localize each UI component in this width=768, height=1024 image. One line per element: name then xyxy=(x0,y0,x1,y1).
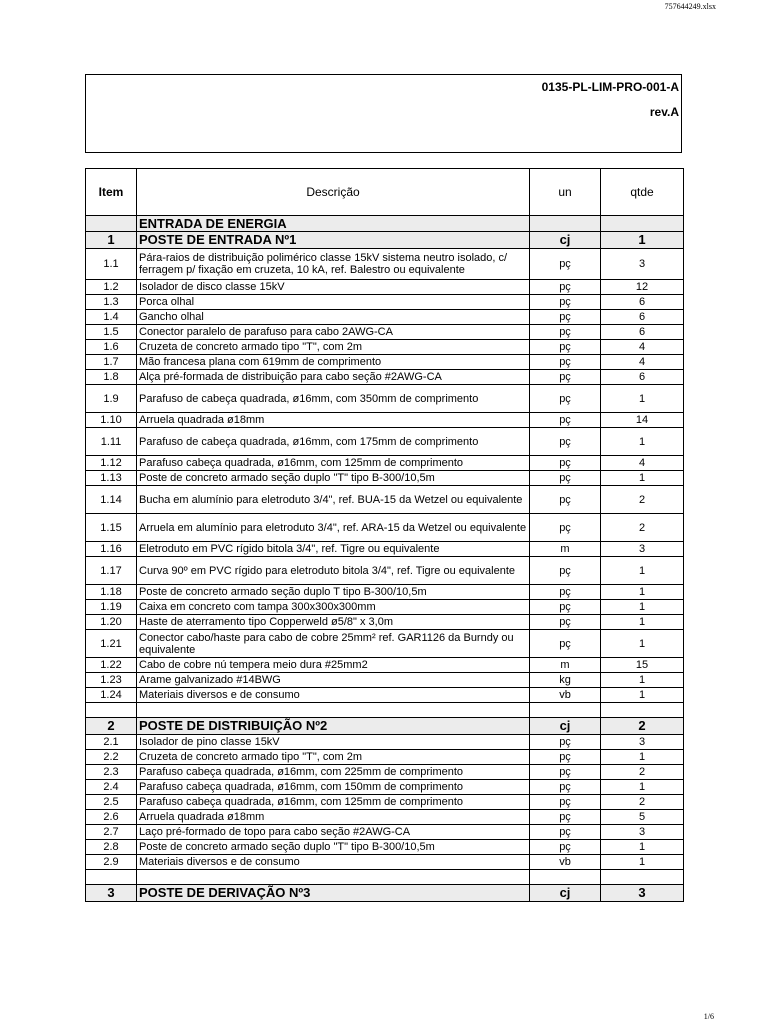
table-row-un: pç xyxy=(530,585,601,600)
table-row-desc: Conector paralelo de parafuso para cabo 2AWG-CA xyxy=(137,325,530,340)
table-row xyxy=(86,658,684,673)
table-row-qtde: 15 xyxy=(601,658,684,673)
table-row xyxy=(86,325,684,340)
table-row-desc: Cruzeta de concreto armado tipo "T", com 2m xyxy=(137,340,530,355)
section-title: ENTRADA DE ENERGIA xyxy=(137,216,530,232)
table-row-un: pç xyxy=(530,557,601,585)
table-row-qtde: 6 xyxy=(601,325,684,340)
section-quantity-cell xyxy=(601,216,684,232)
table-row-desc: Porca olhal xyxy=(137,295,530,310)
group-row xyxy=(86,885,684,902)
group-row-qtde: 3 xyxy=(601,885,684,902)
blank-row-desc xyxy=(137,703,530,718)
table-row-qtde: 1 xyxy=(601,688,684,703)
table-row-item: 1.7 xyxy=(86,355,137,370)
table-row-qtde: 2 xyxy=(601,765,684,780)
table-row-un: pç xyxy=(530,295,601,310)
table-row-desc: Materiais diversos e de consumo xyxy=(137,688,530,703)
table-row xyxy=(86,486,684,514)
table-row-item: 1.23 xyxy=(86,673,137,688)
page-number: 1/6 xyxy=(703,1012,714,1021)
table-row-qtde: 1 xyxy=(601,630,684,658)
table-row-un: pç xyxy=(530,825,601,840)
table-row xyxy=(86,249,684,280)
table-row-item: 1.12 xyxy=(86,456,137,471)
table-row-un: pç xyxy=(530,280,601,295)
table-row-qtde: 1 xyxy=(601,855,684,870)
table-row-qtde: 1 xyxy=(601,600,684,615)
table-row-desc: Gancho olhal xyxy=(137,310,530,325)
table-row-qtde: 6 xyxy=(601,310,684,325)
table-row-qtde: 1 xyxy=(601,840,684,855)
table-row-un: pç xyxy=(530,310,601,325)
table-row-un: pç xyxy=(530,750,601,765)
table-row-item: 2.8 xyxy=(86,840,137,855)
table-row-desc: Parafuso de cabeça quadrada, ø16mm, com 175mm de comprimento xyxy=(137,428,530,456)
table-row-desc: Poste de concreto armado seção duplo "T" tipo B-300/10,5m xyxy=(137,471,530,486)
table-row-item: 1.19 xyxy=(86,600,137,615)
table-row xyxy=(86,514,684,542)
section-unit-cell xyxy=(530,216,601,232)
table-row-desc: Caixa em concreto com tampa 300x300x300mm xyxy=(137,600,530,615)
table-row-desc: Arruela em alumínio para eletroduto 3/4", ref. ARA-15 da Wetzel ou equivalente xyxy=(137,514,530,542)
table-row-desc: Arame galvanizado #14BWG xyxy=(137,673,530,688)
table-row-desc: Alça pré-formada de distribuição para cabo seção #2AWG-CA xyxy=(137,370,530,385)
table-row-qtde: 6 xyxy=(601,370,684,385)
blank-row-desc xyxy=(137,870,530,885)
table-row-item: 1.17 xyxy=(86,557,137,585)
document-code: 0135-PL-LIM-PRO-001-A xyxy=(541,80,679,94)
column-header-unit: un xyxy=(530,169,601,216)
table-row-qtde: 3 xyxy=(601,542,684,557)
table-row xyxy=(86,825,684,840)
table-row-qtde: 2 xyxy=(601,486,684,514)
table-row-item: 1.10 xyxy=(86,413,137,428)
table-row-un: pç xyxy=(530,630,601,658)
table-row xyxy=(86,340,684,355)
table-row-item: 2.7 xyxy=(86,825,137,840)
table-row xyxy=(86,673,684,688)
table-row xyxy=(86,600,684,615)
section-item-cell xyxy=(86,216,137,232)
table-row-un: pç xyxy=(530,355,601,370)
section-row xyxy=(86,216,684,232)
table-row xyxy=(86,855,684,870)
table-row-desc: Arruela quadrada ø18mm xyxy=(137,810,530,825)
materials-table xyxy=(85,168,684,902)
group-row-item: 3 xyxy=(86,885,137,902)
group-row-item: 2 xyxy=(86,718,137,735)
column-header-quantity: qtde xyxy=(601,169,684,216)
table-row-un: pç xyxy=(530,615,601,630)
group-row-un: cj xyxy=(530,718,601,735)
table-row-item: 1.20 xyxy=(86,615,137,630)
table-row xyxy=(86,355,684,370)
table-row-item: 1.9 xyxy=(86,385,137,413)
table-row xyxy=(86,542,684,557)
table-row-un: pç xyxy=(530,471,601,486)
table-row-qtde: 4 xyxy=(601,340,684,355)
table-row-desc: Parafuso de cabeça quadrada, ø16mm, com 350mm de comprimento xyxy=(137,385,530,413)
table-row-un: pç xyxy=(530,735,601,750)
table-row-item: 2.6 xyxy=(86,810,137,825)
column-header-item: Item xyxy=(86,169,137,216)
table-row-item: 1.1 xyxy=(86,249,137,280)
table-row-un: pç xyxy=(530,810,601,825)
table-row-qtde: 1 xyxy=(601,557,684,585)
table-row xyxy=(86,413,684,428)
table-row-qtde: 14 xyxy=(601,413,684,428)
table-row-item: 1.13 xyxy=(86,471,137,486)
table-row xyxy=(86,840,684,855)
table-row-item: 2.5 xyxy=(86,795,137,810)
blank-row xyxy=(86,870,684,885)
table-row xyxy=(86,471,684,486)
column-header-description: Descrição xyxy=(137,169,530,216)
table-row-item: 1.18 xyxy=(86,585,137,600)
table-row-qtde: 4 xyxy=(601,456,684,471)
table-row-item: 1.2 xyxy=(86,280,137,295)
table-row xyxy=(86,615,684,630)
table-row-item: 1.24 xyxy=(86,688,137,703)
table-row-desc: Conector cabo/haste para cabo de cobre 25mm² ref. GAR1126 da Burndy ou equivalente xyxy=(137,630,530,658)
table-row-desc: Bucha em alumínio para eletroduto 3/4", ref. BUA-15 da Wetzel ou equivalente xyxy=(137,486,530,514)
table-row-qtde: 4 xyxy=(601,355,684,370)
table-row-qtde: 6 xyxy=(601,295,684,310)
group-row-qtde: 1 xyxy=(601,232,684,249)
group-row-desc: POSTE DE DERIVAÇÃO Nº3 xyxy=(137,885,530,902)
table-row-qtde: 1 xyxy=(601,750,684,765)
table-row-desc: Eletroduto em PVC rígido bitola 3/4", ref. Tigre ou equivalente xyxy=(137,542,530,557)
document-revision: rev.A xyxy=(649,105,679,119)
table-row xyxy=(86,780,684,795)
table-row-desc: Arruela quadrada ø18mm xyxy=(137,413,530,428)
table-row-item: 2.9 xyxy=(86,855,137,870)
table-row-qtde: 3 xyxy=(601,249,684,280)
table-row xyxy=(86,795,684,810)
table-row-desc: Materiais diversos e de consumo xyxy=(137,855,530,870)
table-row-desc: Laço pré-formado de topo para cabo seção #2AWG-CA xyxy=(137,825,530,840)
table-row-un: pç xyxy=(530,840,601,855)
table-row-un: pç xyxy=(530,428,601,456)
table-row-desc: Poste de concreto armado seção duplo "T" tipo B-300/10,5m xyxy=(137,840,530,855)
table-header-row xyxy=(86,169,684,216)
table-row-desc: Mão francesa plana com 619mm de comprimento xyxy=(137,355,530,370)
blank-row xyxy=(86,703,684,718)
group-row xyxy=(86,718,684,735)
blank-row-item xyxy=(86,870,137,885)
table-row-un: pç xyxy=(530,514,601,542)
table-row-desc: Poste de concreto armado seção duplo T tipo B-300/10,5m xyxy=(137,585,530,600)
table-row xyxy=(86,428,684,456)
table-row xyxy=(86,735,684,750)
table-row-un: vb xyxy=(530,855,601,870)
table-row-qtde: 2 xyxy=(601,795,684,810)
table-row-item: 1.4 xyxy=(86,310,137,325)
table-row-un: pç xyxy=(530,325,601,340)
table-row-qtde: 12 xyxy=(601,280,684,295)
table-row-qtde: 1 xyxy=(601,428,684,456)
table-row-desc: Isolador de pino classe 15kV xyxy=(137,735,530,750)
table-row-desc: Cabo de cobre nú tempera meio dura #25mm2 xyxy=(137,658,530,673)
table-row-desc: Parafuso cabeça quadrada, ø16mm, com 225mm de comprimento xyxy=(137,765,530,780)
table-row xyxy=(86,456,684,471)
table-row-desc: Parafuso cabeça quadrada, ø16mm, com 125mm de comprimento xyxy=(137,456,530,471)
table-row-item: 2.2 xyxy=(86,750,137,765)
blank-row-un xyxy=(530,870,601,885)
table-row-un: pç xyxy=(530,340,601,355)
table-row-item: 1.5 xyxy=(86,325,137,340)
table-row-un: pç xyxy=(530,780,601,795)
table-row-desc: Cruzeta de concreto armado tipo "T", com 2m xyxy=(137,750,530,765)
table-row-item: 1.6 xyxy=(86,340,137,355)
group-row-qtde: 2 xyxy=(601,718,684,735)
blank-row-un xyxy=(530,703,601,718)
group-row-item: 1 xyxy=(86,232,137,249)
table-row xyxy=(86,280,684,295)
table-row-qtde: 3 xyxy=(601,735,684,750)
table-row xyxy=(86,810,684,825)
blank-row-qtde xyxy=(601,870,684,885)
group-row-desc: POSTE DE ENTRADA Nº1 xyxy=(137,232,530,249)
table-row-un: vb xyxy=(530,688,601,703)
table-row-qtde: 2 xyxy=(601,514,684,542)
table-row-desc: Pára-raios de distribuição polimérico classe 15kV sistema neutro isolado, c/ ferragem p/ fixação em cruzeta, 10 kA, ref. Balestro ou equivalente xyxy=(137,249,530,280)
table-row-desc: Parafuso cabeça quadrada, ø16mm, com 150mm de comprimento xyxy=(137,780,530,795)
table-row-qtde: 1 xyxy=(601,673,684,688)
table-row-qtde: 3 xyxy=(601,825,684,840)
table-row-item: 1.8 xyxy=(86,370,137,385)
table-row xyxy=(86,688,684,703)
group-row-un: cj xyxy=(530,232,601,249)
table-row-un: pç xyxy=(530,370,601,385)
table-row-desc: Haste de aterramento tipo Copperweld ø5/8" x 3,0m xyxy=(137,615,530,630)
table-row-un: pç xyxy=(530,385,601,413)
table-row xyxy=(86,385,684,413)
table-row-desc: Curva 90º em PVC rígido para eletroduto bitola 3/4", ref. Tigre ou equivalente xyxy=(137,557,530,585)
group-row-un: cj xyxy=(530,885,601,902)
document-header xyxy=(85,74,682,153)
table-row xyxy=(86,750,684,765)
table-row-item: 1.21 xyxy=(86,630,137,658)
table-row-un: m xyxy=(530,542,601,557)
table-row-desc: Parafuso cabeça quadrada, ø16mm, com 125mm de comprimento xyxy=(137,795,530,810)
table-row xyxy=(86,630,684,658)
table-row-desc: Isolador de disco classe 15kV xyxy=(137,280,530,295)
table-row-un: m xyxy=(530,658,601,673)
table-row-item: 1.16 xyxy=(86,542,137,557)
group-row xyxy=(86,232,684,249)
table-row-un: pç xyxy=(530,765,601,780)
table-row-qtde: 1 xyxy=(601,780,684,795)
table-row xyxy=(86,765,684,780)
table-row-un: pç xyxy=(530,456,601,471)
table-row-qtde: 1 xyxy=(601,385,684,413)
file-name: 757644249.xlsx xyxy=(664,2,716,11)
table-row-qtde: 1 xyxy=(601,471,684,486)
table-row-qtde: 5 xyxy=(601,810,684,825)
table-row-qtde: 1 xyxy=(601,585,684,600)
table-row xyxy=(86,557,684,585)
table-row-un: pç xyxy=(530,600,601,615)
blank-row-item xyxy=(86,703,137,718)
table-row-item: 2.3 xyxy=(86,765,137,780)
table-row-item: 2.4 xyxy=(86,780,137,795)
table-row-item: 1.15 xyxy=(86,514,137,542)
group-row-desc: POSTE DE DISTRIBUIÇÃO Nº2 xyxy=(137,718,530,735)
table-row-item: 2.1 xyxy=(86,735,137,750)
table-row-qtde: 1 xyxy=(601,615,684,630)
table-row-item: 1.14 xyxy=(86,486,137,514)
table-row xyxy=(86,370,684,385)
table-row-un: pç xyxy=(530,486,601,514)
table-row-un: pç xyxy=(530,249,601,280)
table-row-item: 1.11 xyxy=(86,428,137,456)
table-row-item: 1.22 xyxy=(86,658,137,673)
table-row-item: 1.3 xyxy=(86,295,137,310)
blank-row-qtde xyxy=(601,703,684,718)
table-row xyxy=(86,295,684,310)
table-row xyxy=(86,310,684,325)
table-row-un: pç xyxy=(530,413,601,428)
table-row-un: pç xyxy=(530,795,601,810)
table-row-un: kg xyxy=(530,673,601,688)
table-row xyxy=(86,585,684,600)
